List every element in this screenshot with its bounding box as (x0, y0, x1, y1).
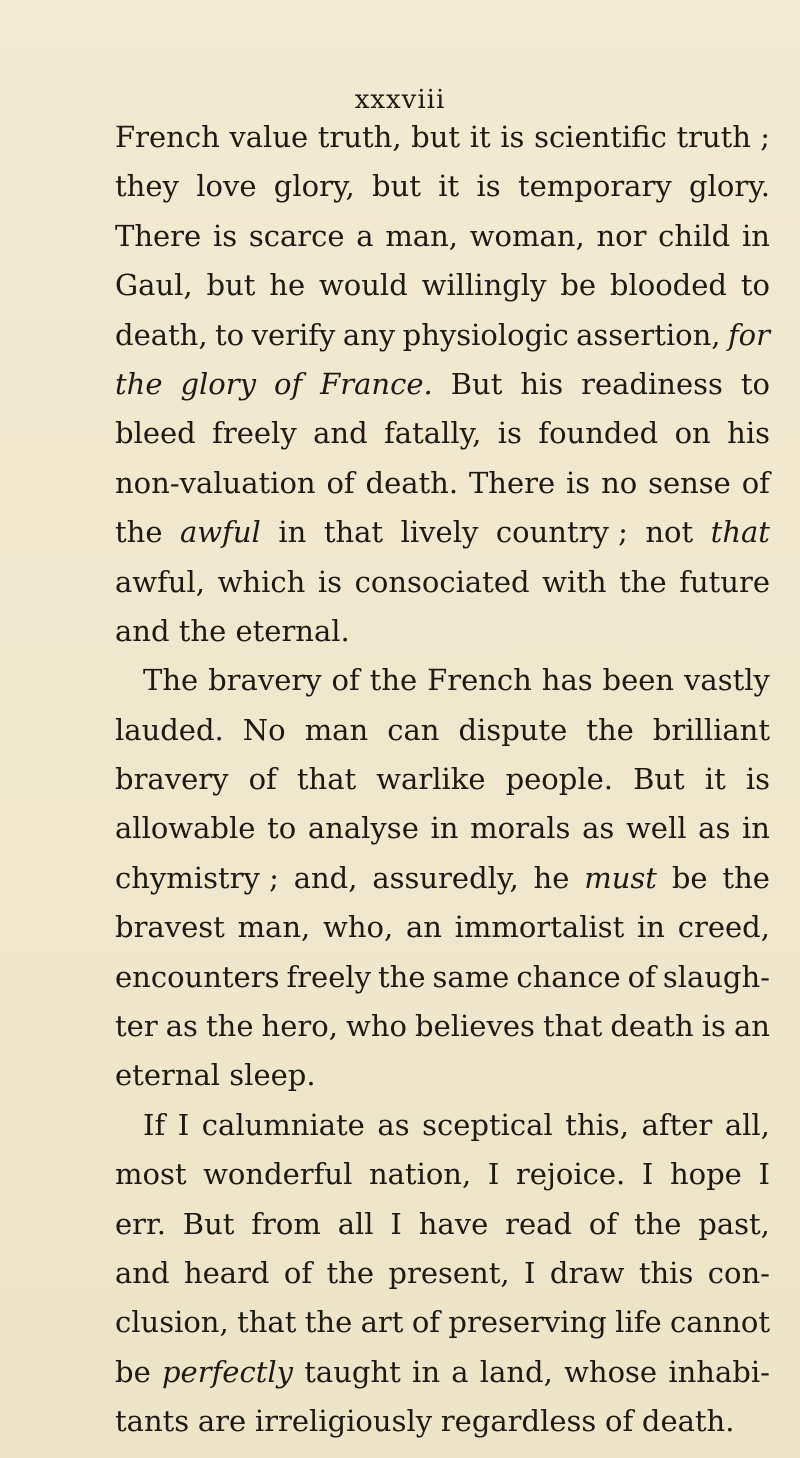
word: the (304, 1305, 353, 1340)
word: immortalist (454, 910, 625, 945)
word: as (165, 1009, 198, 1044)
word: No (242, 712, 286, 747)
word: the (633, 1206, 682, 1241)
word: of (411, 1305, 441, 1340)
text-line (115, 508, 770, 557)
word: but (372, 169, 421, 204)
text-line (115, 1101, 770, 1150)
word: to (740, 366, 770, 401)
text-line (115, 656, 770, 705)
word: as (698, 811, 731, 846)
word: in (278, 515, 307, 550)
word: tants (115, 1404, 190, 1439)
text-line (115, 409, 770, 458)
word: truth, (317, 120, 402, 154)
word: all, (724, 1107, 770, 1142)
word: the (326, 1255, 375, 1290)
word: which (217, 564, 306, 599)
word: can (387, 712, 440, 747)
word: of (326, 465, 355, 500)
word: inhabi- (668, 1354, 770, 1389)
word: in (637, 910, 665, 945)
word: and (115, 1255, 170, 1290)
word: man (304, 712, 369, 747)
word: There (115, 218, 202, 253)
word: no (601, 465, 638, 500)
word: is (476, 169, 501, 204)
word: the (205, 1009, 254, 1044)
word: But (182, 1206, 235, 1241)
word: chance (516, 959, 621, 994)
word: awful, (115, 564, 206, 599)
italic-word: France. (320, 366, 433, 401)
word: bravest (115, 910, 225, 945)
text-line (115, 607, 770, 656)
word: lauded. (115, 712, 224, 747)
italic-word: glory (180, 366, 257, 401)
word: man, (237, 910, 311, 945)
word: the (369, 663, 418, 698)
word: The (143, 663, 199, 698)
word: calumniate (201, 1107, 365, 1142)
word: assuredly, (372, 860, 519, 895)
word: death (610, 1009, 694, 1044)
word: If (143, 1107, 166, 1142)
word: assertion, (576, 317, 721, 352)
word: believes (415, 1009, 535, 1044)
text-line (115, 854, 770, 903)
word: who, (323, 910, 394, 945)
word: chymistry ; (115, 860, 279, 895)
word: same (432, 959, 510, 994)
text-line (115, 1249, 770, 1298)
word: non-valuation (115, 465, 316, 500)
word: any (342, 317, 396, 352)
italic-word: perfectly (161, 1354, 294, 1389)
word: of (627, 959, 656, 994)
word: of (331, 663, 360, 698)
word: morals (470, 811, 571, 846)
word: value (229, 120, 309, 154)
word: to (740, 268, 770, 303)
word: present, (388, 1255, 510, 1290)
word: in (412, 1354, 440, 1389)
word: creed, (677, 910, 770, 945)
word: be (671, 860, 708, 895)
word: readiness (581, 366, 723, 401)
word: There (468, 465, 556, 500)
text-line (115, 1348, 770, 1397)
word: I (758, 1157, 770, 1192)
word: sceptical (422, 1107, 553, 1142)
word: is (566, 465, 591, 500)
word: is (317, 564, 343, 599)
word: sense (648, 465, 731, 500)
text-line (115, 558, 770, 607)
word: people. (505, 762, 613, 797)
word: land, (479, 1354, 553, 1389)
word: warlike (376, 762, 486, 797)
word: his (520, 366, 564, 401)
word: country ; (495, 515, 628, 550)
body-text (115, 113, 770, 1447)
text-line (115, 212, 770, 261)
text-line (115, 1051, 770, 1100)
word: not (645, 515, 694, 550)
word: who (346, 1009, 407, 1044)
word: the (722, 860, 770, 895)
word: death. (641, 1404, 735, 1439)
text-line (115, 360, 770, 409)
word: has (541, 663, 593, 698)
word: scarce (248, 218, 345, 253)
word: and the eternal. (115, 613, 350, 648)
word: hero, (261, 1009, 338, 1044)
word: glory, (273, 169, 355, 204)
word: clusion, (115, 1305, 229, 1340)
word: nor (596, 218, 647, 253)
word: consociated (354, 564, 530, 599)
text-line (115, 1298, 770, 1347)
word: love (196, 169, 257, 204)
word: in (741, 218, 770, 253)
italic-word: for (727, 317, 770, 352)
word: Gaul, (115, 268, 193, 303)
word: be (115, 1354, 151, 1389)
word: to (267, 811, 297, 846)
word: is (497, 416, 522, 451)
word: future (679, 564, 770, 599)
word: cannot (670, 1305, 770, 1340)
word: child (658, 218, 731, 253)
word: I (487, 1157, 500, 1192)
word: eternal sleep. (115, 1058, 316, 1093)
word: of (283, 1255, 313, 1290)
word: vastly (684, 663, 770, 698)
word: woman, (469, 218, 585, 253)
text-line (115, 755, 770, 804)
word: on (674, 416, 711, 451)
word: as (582, 811, 615, 846)
word: they (115, 169, 179, 204)
word: an (733, 1009, 770, 1044)
word: of (248, 762, 277, 797)
word: rejoice. (515, 1157, 626, 1192)
text-line (115, 459, 770, 508)
word: that (542, 1009, 603, 1044)
italic-word: awful (180, 515, 261, 550)
word: in (430, 811, 459, 846)
word: an (405, 910, 442, 945)
word: from (251, 1206, 321, 1241)
word: freely (212, 416, 297, 451)
word: temporary (517, 169, 672, 204)
word: of (605, 1404, 634, 1439)
word: it (704, 762, 726, 797)
word: I (641, 1157, 654, 1192)
word: taught (304, 1354, 401, 1389)
text-line (115, 311, 770, 360)
word: of (741, 465, 770, 500)
word: I (390, 1206, 402, 1241)
word: freely (286, 959, 372, 994)
text-line (115, 1397, 770, 1446)
word: irreligiously (254, 1404, 433, 1439)
word: it (438, 169, 460, 204)
word: the (378, 959, 426, 994)
word: err. (115, 1206, 166, 1241)
word: be (560, 268, 597, 303)
word: is (212, 218, 238, 253)
word: that (237, 1305, 297, 1340)
text-line (115, 706, 770, 755)
word: his (727, 416, 770, 451)
word: he (533, 860, 570, 895)
text-line (115, 953, 770, 1002)
word: art (360, 1305, 404, 1340)
word: bravery (115, 762, 229, 797)
word: he (269, 268, 306, 303)
word: French (427, 663, 532, 698)
word: the (115, 515, 163, 550)
word: all (337, 1206, 374, 1241)
text-line (115, 261, 770, 310)
word: and, (293, 860, 358, 895)
word: this (638, 1255, 694, 1290)
word: But (450, 366, 503, 401)
word: death, (115, 317, 208, 352)
word: dispute (458, 712, 568, 747)
word: the (619, 564, 667, 599)
word: man, (385, 218, 458, 253)
word: scientific (534, 120, 667, 154)
word: bravery (208, 663, 322, 698)
word: have (418, 1206, 489, 1241)
word: bleed (115, 416, 196, 451)
italic-word: the (115, 366, 163, 401)
word: glory. (689, 169, 770, 204)
page-number: xxxviii (354, 85, 446, 115)
italic-word: of (273, 366, 303, 401)
word: are (197, 1404, 247, 1439)
word: truth ; (676, 120, 770, 154)
text-line (115, 113, 770, 162)
word: the (586, 712, 634, 747)
word: it (469, 120, 491, 154)
word: I (524, 1255, 536, 1290)
text-line (115, 1200, 770, 1249)
word: hope (669, 1157, 742, 1192)
word: blooded (609, 268, 727, 303)
word: allowable (115, 811, 256, 846)
word: a (356, 218, 374, 253)
word: past, (698, 1206, 770, 1241)
word: verify (251, 317, 336, 352)
text-line (115, 1002, 770, 1051)
word: founded (538, 416, 659, 451)
word: encounters (115, 959, 280, 994)
word: whose (564, 1354, 658, 1389)
word: death. (365, 465, 459, 500)
word: but (411, 120, 461, 154)
word: con- (707, 1255, 770, 1290)
word: heard (183, 1255, 270, 1290)
word: after (641, 1107, 713, 1142)
italic-word: that (710, 515, 770, 550)
word: is (500, 120, 525, 154)
word: to (215, 317, 245, 352)
word: regardless (440, 1404, 597, 1439)
word: and (313, 416, 368, 451)
word: brilliant (652, 712, 770, 747)
word: in (742, 811, 770, 846)
word: slaugh- (662, 959, 770, 994)
word: wonderful (203, 1157, 353, 1192)
word: been (602, 663, 675, 698)
word: fatally, (384, 416, 482, 451)
word: is (745, 762, 770, 797)
word: willingly (421, 268, 547, 303)
word: I (177, 1107, 190, 1142)
word: lively (400, 515, 479, 550)
word: of (588, 1206, 618, 1241)
word: read (505, 1206, 573, 1241)
word: but (206, 268, 256, 303)
word: this, (565, 1107, 630, 1142)
word: well (625, 811, 687, 846)
word: that (296, 762, 357, 797)
word: life (615, 1305, 662, 1340)
word: physiologic (402, 317, 569, 352)
word: would (318, 268, 408, 303)
word: as (377, 1107, 410, 1142)
word: ter (115, 1009, 158, 1044)
text-line (115, 804, 770, 853)
word: nation, (368, 1157, 472, 1192)
word: But (633, 762, 685, 797)
word: draw (549, 1255, 625, 1290)
word: a (451, 1354, 469, 1389)
word: analyse (307, 811, 419, 846)
word: French (115, 120, 220, 154)
text-line (115, 162, 770, 211)
word: is (701, 1009, 726, 1044)
italic-word: must (584, 860, 657, 895)
word: with (542, 564, 607, 599)
text-line (115, 903, 770, 952)
word: most (115, 1157, 187, 1192)
text-line (115, 1150, 770, 1199)
word: that (323, 515, 384, 550)
word: preserving (448, 1305, 607, 1340)
